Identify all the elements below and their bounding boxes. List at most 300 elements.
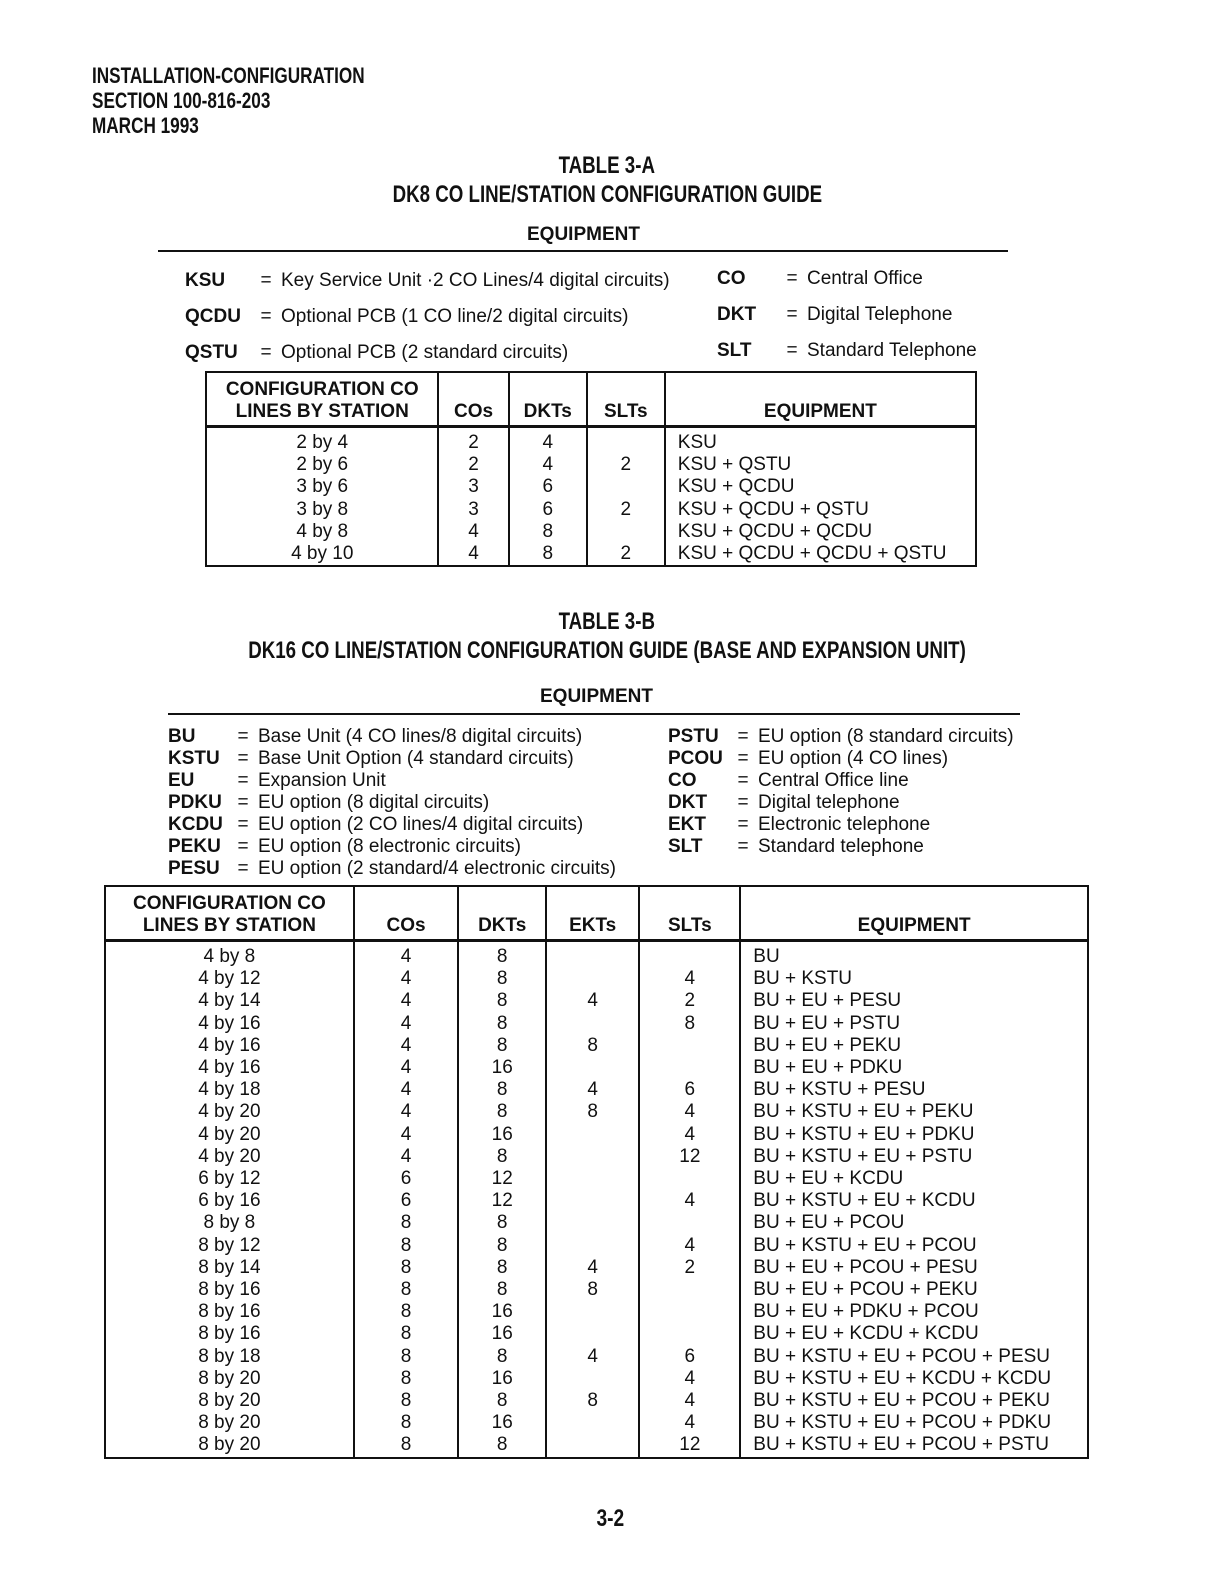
table-cell: BU + EU + PCOU + PEKU (740, 1279, 1088, 1301)
legend-description: Optional PCB (2 standard circuits) (281, 342, 569, 363)
table-cell: KSU + QCDU + QSTU (665, 499, 976, 521)
table-row (206, 427, 976, 455)
table-cell: 8 by 20 (198, 1390, 261, 1412)
legend-item (185, 299, 670, 335)
table-cell: 8 (458, 1257, 546, 1279)
legend-description: Digital telephone (758, 792, 900, 813)
legend-key: QSTU (185, 342, 238, 363)
table-cell: 4 by 18 (198, 1079, 261, 1101)
column-header (206, 372, 438, 427)
table-row (206, 454, 976, 476)
table-row (105, 1057, 1088, 1079)
table-cell: 8 (458, 990, 546, 1012)
table-cell: 8 (458, 1390, 546, 1412)
legend-equals: = (260, 270, 272, 291)
legend-equals: = (786, 340, 798, 361)
table-cell: 6 (509, 499, 587, 521)
table-cell: 4 (639, 968, 740, 990)
table-cell: 8 by 20 (198, 1434, 261, 1456)
table-cell: 8 (458, 1212, 546, 1234)
table-cell (639, 1323, 740, 1345)
legend-key: KSTU (168, 748, 220, 769)
table-cell: 4 (354, 1101, 459, 1123)
table-cell: 4 (639, 1368, 740, 1390)
table-cell: 4 (354, 1079, 459, 1101)
table-cell: 4 (354, 1146, 459, 1168)
table-cell: KSU + QSTU (665, 454, 976, 476)
legend-equals: = (737, 770, 749, 791)
table-cell (546, 1368, 639, 1390)
table-row (105, 1434, 1088, 1457)
table-cell: 12 (639, 1146, 740, 1168)
legend-description: Base Unit Option (4 standard circuits) (258, 748, 574, 769)
table-cell: 4 (639, 1190, 740, 1212)
table-cell (639, 1057, 740, 1079)
table-cell: BU + EU + PDKU + PCOU (740, 1301, 1088, 1323)
legend-description: Electronic telephone (758, 814, 931, 835)
legend-equals: = (737, 814, 749, 835)
table-cell: 8 (509, 543, 587, 566)
table-cell: 2 (587, 499, 665, 521)
legend-equals: = (737, 748, 749, 769)
table-cell: BU (740, 941, 1088, 969)
table-cell (546, 1323, 639, 1345)
table-cell (546, 1168, 639, 1190)
table-cell (546, 1301, 639, 1323)
table-cell: 12 (458, 1190, 546, 1212)
legend-item (717, 261, 977, 297)
legend-key: PEKU (168, 836, 221, 857)
divider (158, 250, 1008, 252)
table-cell: BU + EU + KCDU + KCDU (740, 1323, 1088, 1345)
table-cell (546, 1212, 639, 1234)
table-row (105, 1390, 1088, 1412)
table-cell: 4 (354, 1057, 459, 1079)
table-cell (546, 1434, 639, 1457)
table-cell: 8 (354, 1346, 459, 1368)
table-cell: BU + KSTU + EU + PCOU + PESU (740, 1346, 1088, 1368)
table-cell: 4 (354, 941, 459, 969)
table-cell: KSU + QCDU + QCDU (665, 521, 976, 543)
legend-equals: = (737, 726, 749, 747)
table-cell (639, 1279, 740, 1301)
legend-item (668, 814, 1014, 836)
table-cell: 4 (509, 427, 587, 455)
column-header-line: CONFIGURATION CO (225, 379, 419, 400)
table-cell: BU + KSTU + EU + KCDU (740, 1190, 1088, 1212)
table-cell: 8 (354, 1434, 459, 1457)
table-row (206, 543, 976, 566)
table-cell: 8 by 20 (198, 1367, 261, 1389)
legend-key: BU (168, 726, 196, 747)
table-cell: 3 by 8 (296, 498, 349, 520)
legend-key: KSU (185, 270, 226, 291)
legend-equals: = (237, 814, 249, 835)
table-row (105, 1368, 1088, 1390)
table-cell: BU + KSTU + EU + PSTU (740, 1146, 1088, 1168)
legend-description: EU option (8 standard circuits) (758, 726, 1014, 747)
table-row (105, 1279, 1088, 1301)
table-cell (639, 1301, 740, 1323)
legend-item (168, 814, 616, 836)
table-row (206, 499, 976, 521)
table-cell: 8 by 16 (198, 1301, 261, 1323)
table-cell: 4 (639, 1412, 740, 1434)
column-header: EQUIPMENT (665, 372, 976, 427)
table-cell: 8 (509, 521, 587, 543)
legend-item (168, 792, 616, 814)
table-cell: 4 (639, 1124, 740, 1146)
table-cell (546, 968, 639, 990)
table-cell: 16 (458, 1057, 546, 1079)
table-cell: BU + KSTU + EU + PCOU (740, 1235, 1088, 1257)
table-cell (639, 1212, 740, 1234)
table-cell: 16 (458, 1368, 546, 1390)
column-header: DKTs (458, 886, 546, 941)
table-cell: 8 (354, 1301, 459, 1323)
table-row (206, 476, 976, 498)
legend-item (168, 770, 616, 792)
table-cell: 3 (438, 499, 508, 521)
table-cell: 6 (509, 476, 587, 498)
table-cell: 4 by 16 (198, 1057, 261, 1079)
table-cell: 4 by 8 (296, 520, 349, 542)
table-cell: BU + KSTU + EU + KCDU + KCDU (740, 1368, 1088, 1390)
table-cell: BU + EU + PEKU (740, 1035, 1088, 1057)
column-header: SLTs (587, 372, 665, 427)
table-cell (639, 1035, 740, 1057)
table-cell: 8 (639, 1013, 740, 1035)
legend-description: EU option (8 digital circuits) (258, 792, 490, 813)
table-cell: 6 by 16 (198, 1190, 261, 1212)
table-cell: 16 (458, 1124, 546, 1146)
table-cell: 8 (458, 1035, 546, 1057)
table-cell (587, 521, 665, 543)
table-row (105, 1013, 1088, 1035)
table-cell (587, 427, 665, 455)
legend-equals: = (786, 304, 798, 325)
table-cell: 8 (458, 1146, 546, 1168)
divider (168, 713, 1020, 715)
table-cell: 2 (639, 990, 740, 1012)
table-cell: BU + KSTU + EU + PEKU (740, 1101, 1088, 1123)
table-cell: 2 (438, 454, 508, 476)
table-cell: 4 by 20 (198, 1123, 261, 1145)
table-cell: BU + EU + PESU (740, 990, 1088, 1012)
legend-description: Central Office line (758, 770, 909, 791)
table-cell (587, 476, 665, 498)
column-header (105, 886, 354, 941)
table-cell: 2 (438, 427, 508, 455)
legend-item (668, 792, 1014, 814)
legend-key: DKT (717, 304, 757, 325)
table-cell: 8 (354, 1390, 459, 1412)
table-cell: 2 by 4 (296, 432, 349, 453)
table-cell: 6 (639, 1346, 740, 1368)
table-cell: 8 by 20 (198, 1412, 261, 1434)
table-cell: 4 (438, 543, 508, 566)
table-cell: 8 (354, 1412, 459, 1434)
legend-key: CO (668, 770, 697, 791)
table-cell (546, 1124, 639, 1146)
table-cell: 6 (354, 1168, 459, 1190)
legend-description: Standard Telephone (807, 340, 977, 361)
table-cell: 4 by 8 (203, 946, 256, 967)
table-cell: 6 (354, 1190, 459, 1212)
column-header-line: LINES BY STATION (235, 401, 409, 422)
legend-equals: = (237, 792, 249, 813)
table-cell (546, 1146, 639, 1168)
table-cell: 8 (458, 1434, 546, 1457)
legend-description: Expansion Unit (258, 770, 386, 791)
table-row (105, 1301, 1088, 1323)
table-cell: 6 (639, 1079, 740, 1101)
table-cell: 4 (546, 990, 639, 1012)
table-cell: 8 (546, 1101, 639, 1123)
table-cell: 16 (458, 1323, 546, 1345)
table-row (105, 1257, 1088, 1279)
table-cell: BU + EU + PCOU + PESU (740, 1257, 1088, 1279)
table-cell: 8 (458, 1013, 546, 1035)
table-cell: 4 by 16 (198, 1012, 261, 1034)
table-cell: 4 (546, 1257, 639, 1279)
column-header: EKTs (546, 886, 639, 941)
table-b-equipment-heading: EQUIPMENT (540, 686, 653, 707)
legend-item (185, 335, 670, 371)
table-cell (546, 1412, 639, 1434)
table-row (105, 968, 1088, 990)
table-cell: BU + KSTU + PESU (740, 1079, 1088, 1101)
legend-description: EU option (2 CO lines/4 digital circuits) (258, 814, 584, 835)
legend-key: PDKU (168, 792, 222, 813)
table-a-legend-right (717, 261, 977, 369)
legend-key: EU (168, 770, 195, 791)
legend-item (717, 333, 977, 369)
table-cell: 8 by 8 (203, 1212, 256, 1234)
legend-description: Standard telephone (758, 836, 924, 857)
table-cell: KSU + QCDU + QCDU + QSTU (665, 543, 976, 566)
table-cell (546, 941, 639, 969)
legend-key: DKT (668, 792, 708, 813)
legend-item (168, 858, 616, 880)
table-row (105, 1212, 1088, 1234)
table-cell (546, 1057, 639, 1079)
table-a (205, 371, 977, 567)
table-b-legend-right (668, 726, 1014, 858)
table-cell: 3 (438, 476, 508, 498)
table-cell: 4 by 20 (198, 1101, 261, 1123)
table-row (105, 1035, 1088, 1057)
table-cell: 4 (546, 1346, 639, 1368)
table-cell: 8 (546, 1279, 639, 1301)
table-row (105, 1346, 1088, 1368)
table-row (105, 1101, 1088, 1123)
table-cell: 4 (438, 521, 508, 543)
table-cell: 4 (354, 1124, 459, 1146)
table-cell: BU + EU + KCDU (740, 1168, 1088, 1190)
table-header-row (206, 372, 976, 427)
legend-item (168, 748, 616, 770)
legend-description: EU option (2 standard/4 electronic circuits) (258, 858, 616, 879)
table-cell: 12 (639, 1434, 740, 1457)
table-cell: 8 (458, 968, 546, 990)
table-a-title: DK8 CO LINE/STATION CONFIGURATION GUIDE (392, 181, 822, 208)
table-cell (546, 1190, 639, 1212)
table-cell: BU + EU + PDKU (740, 1057, 1088, 1079)
header-line-3: MARCH 1993 (92, 113, 199, 138)
legend-description: Key Service Unit ·2 CO Lines/4 digital circuits) (281, 270, 670, 291)
table-cell: 4 by 20 (198, 1145, 261, 1167)
legend-description: Optional PCB (1 CO line/2 digital circuits) (281, 306, 629, 327)
table-cell: 8 (354, 1323, 459, 1345)
table-cell: 2 by 6 (296, 454, 349, 476)
table-row (105, 1124, 1088, 1146)
legend-equals: = (737, 836, 749, 857)
legend-equals: = (237, 836, 249, 857)
table-cell: BU + EU + PSTU (740, 1013, 1088, 1035)
table-cell: 2 (639, 1257, 740, 1279)
table-cell: 4 by 12 (198, 968, 261, 990)
table-cell: 3 by 6 (296, 476, 349, 498)
table-a-number: TABLE 3-A (558, 152, 656, 179)
legend-key: PSTU (668, 726, 719, 747)
table-cell: BU + EU + PCOU (740, 1212, 1088, 1234)
table-row (105, 1235, 1088, 1257)
legend-description: Base Unit (4 CO lines/8 digital circuits) (258, 726, 583, 747)
table-cell: KSU + QCDU (665, 476, 976, 498)
header-line-1: INSTALLATION-CONFIGURATION (92, 63, 365, 88)
table-cell: 4 (639, 1101, 740, 1123)
legend-key: SLT (717, 340, 752, 361)
legend-item (717, 297, 977, 333)
table-b (104, 885, 1089, 1459)
table-cell: 4 by 10 (291, 543, 354, 565)
table-cell: BU + KSTU + EU + PCOU + PSTU (740, 1434, 1088, 1457)
legend-description: EU option (4 CO lines) (758, 748, 949, 769)
table-cell: 4 by 14 (198, 990, 261, 1012)
legend-item (668, 836, 1014, 858)
table-cell: 4 (354, 968, 459, 990)
legend-equals: = (237, 726, 249, 747)
legend-equals: = (260, 306, 272, 327)
column-header: COs (438, 372, 508, 427)
legend-equals: = (237, 748, 249, 769)
column-header-line: CONFIGURATION CO (132, 893, 326, 914)
legend-key: EKT (668, 814, 706, 835)
table-cell: BU + KSTU + EU + PCOU + PDKU (740, 1412, 1088, 1434)
table-cell: 4 (546, 1079, 639, 1101)
table-row (105, 990, 1088, 1012)
table-cell: 8 (354, 1279, 459, 1301)
legend-item (668, 770, 1014, 792)
table-cell: 12 (458, 1168, 546, 1190)
table-row (105, 1190, 1088, 1212)
table-cell: 4 (354, 1013, 459, 1035)
table-cell: 8 (458, 1079, 546, 1101)
legend-item (185, 263, 670, 299)
table-cell: 2 (587, 454, 665, 476)
legend-equals: = (786, 268, 798, 289)
column-header: SLTs (639, 886, 740, 941)
legend-item (168, 726, 616, 748)
table-a-equipment-heading: EQUIPMENT (527, 224, 640, 245)
table-b-title: DK16 CO LINE/STATION CONFIGURATION GUIDE (BASE AND EXPANSION UNIT) (248, 637, 966, 664)
table-b-legend-left (168, 726, 616, 880)
table-row (105, 941, 1088, 969)
legend-description: Central Office (807, 268, 923, 289)
legend-item (668, 726, 1014, 748)
table-cell: 6 by 12 (198, 1168, 261, 1190)
table-row (105, 1079, 1088, 1101)
table-cell: KSU (665, 427, 976, 455)
table-cell: 8 (458, 1346, 546, 1368)
legend-key: CO (717, 268, 746, 289)
table-cell (639, 941, 740, 969)
table-cell: 16 (458, 1412, 546, 1434)
table-cell: BU + KSTU (740, 968, 1088, 990)
table-cell (546, 1235, 639, 1257)
page-number: 3-2 (596, 1505, 624, 1532)
table-cell: 16 (458, 1301, 546, 1323)
legend-equals: = (237, 858, 249, 879)
legend-item (168, 836, 616, 858)
table-cell: 8 by 14 (198, 1256, 261, 1278)
table-cell: 8 (458, 941, 546, 969)
table-cell (639, 1168, 740, 1190)
table-cell: 2 (587, 543, 665, 566)
table-cell: 8 (458, 1235, 546, 1257)
legend-key: PCOU (668, 748, 723, 769)
table-cell: 8 (354, 1235, 459, 1257)
table-cell: 8 (458, 1101, 546, 1123)
table-cell: 8 (354, 1368, 459, 1390)
column-header: DKTs (509, 372, 587, 427)
table-header-row (105, 886, 1088, 941)
table-cell: BU + KSTU + EU + PDKU (740, 1124, 1088, 1146)
table-cell (546, 1013, 639, 1035)
legend-description: Digital Telephone (807, 304, 953, 325)
table-cell: 8 by 12 (198, 1234, 261, 1256)
column-header: COs (354, 886, 459, 941)
table-cell: 8 (354, 1212, 459, 1234)
table-b-number: TABLE 3-B (558, 608, 656, 635)
legend-description: EU option (8 electronic circuits) (258, 836, 521, 857)
table-row (105, 1168, 1088, 1190)
column-header: EQUIPMENT (740, 886, 1088, 941)
legend-key: KCDU (168, 814, 223, 835)
legend-key: SLT (668, 836, 703, 857)
table-cell: 8 by 18 (198, 1345, 261, 1367)
table-cell: BU + KSTU + EU + PCOU + PEKU (740, 1390, 1088, 1412)
table-row (105, 1412, 1088, 1434)
header-line-2: SECTION 100-816-203 (92, 88, 271, 113)
legend-item (668, 748, 1014, 770)
table-cell: 8 (546, 1390, 639, 1412)
table-a-legend-left (185, 263, 670, 371)
table-cell: 4 (639, 1235, 740, 1257)
legend-key: PESU (168, 858, 220, 879)
table-cell: 8 (354, 1257, 459, 1279)
table-cell: 4 by 16 (198, 1034, 261, 1056)
legend-equals: = (237, 770, 249, 791)
table-cell: 4 (509, 454, 587, 476)
table-row (206, 521, 976, 543)
legend-key: QCDU (185, 306, 241, 327)
legend-equals: = (737, 792, 749, 813)
table-cell: 4 (354, 1035, 459, 1057)
legend-equals: = (260, 342, 272, 363)
table-row (105, 1146, 1088, 1168)
